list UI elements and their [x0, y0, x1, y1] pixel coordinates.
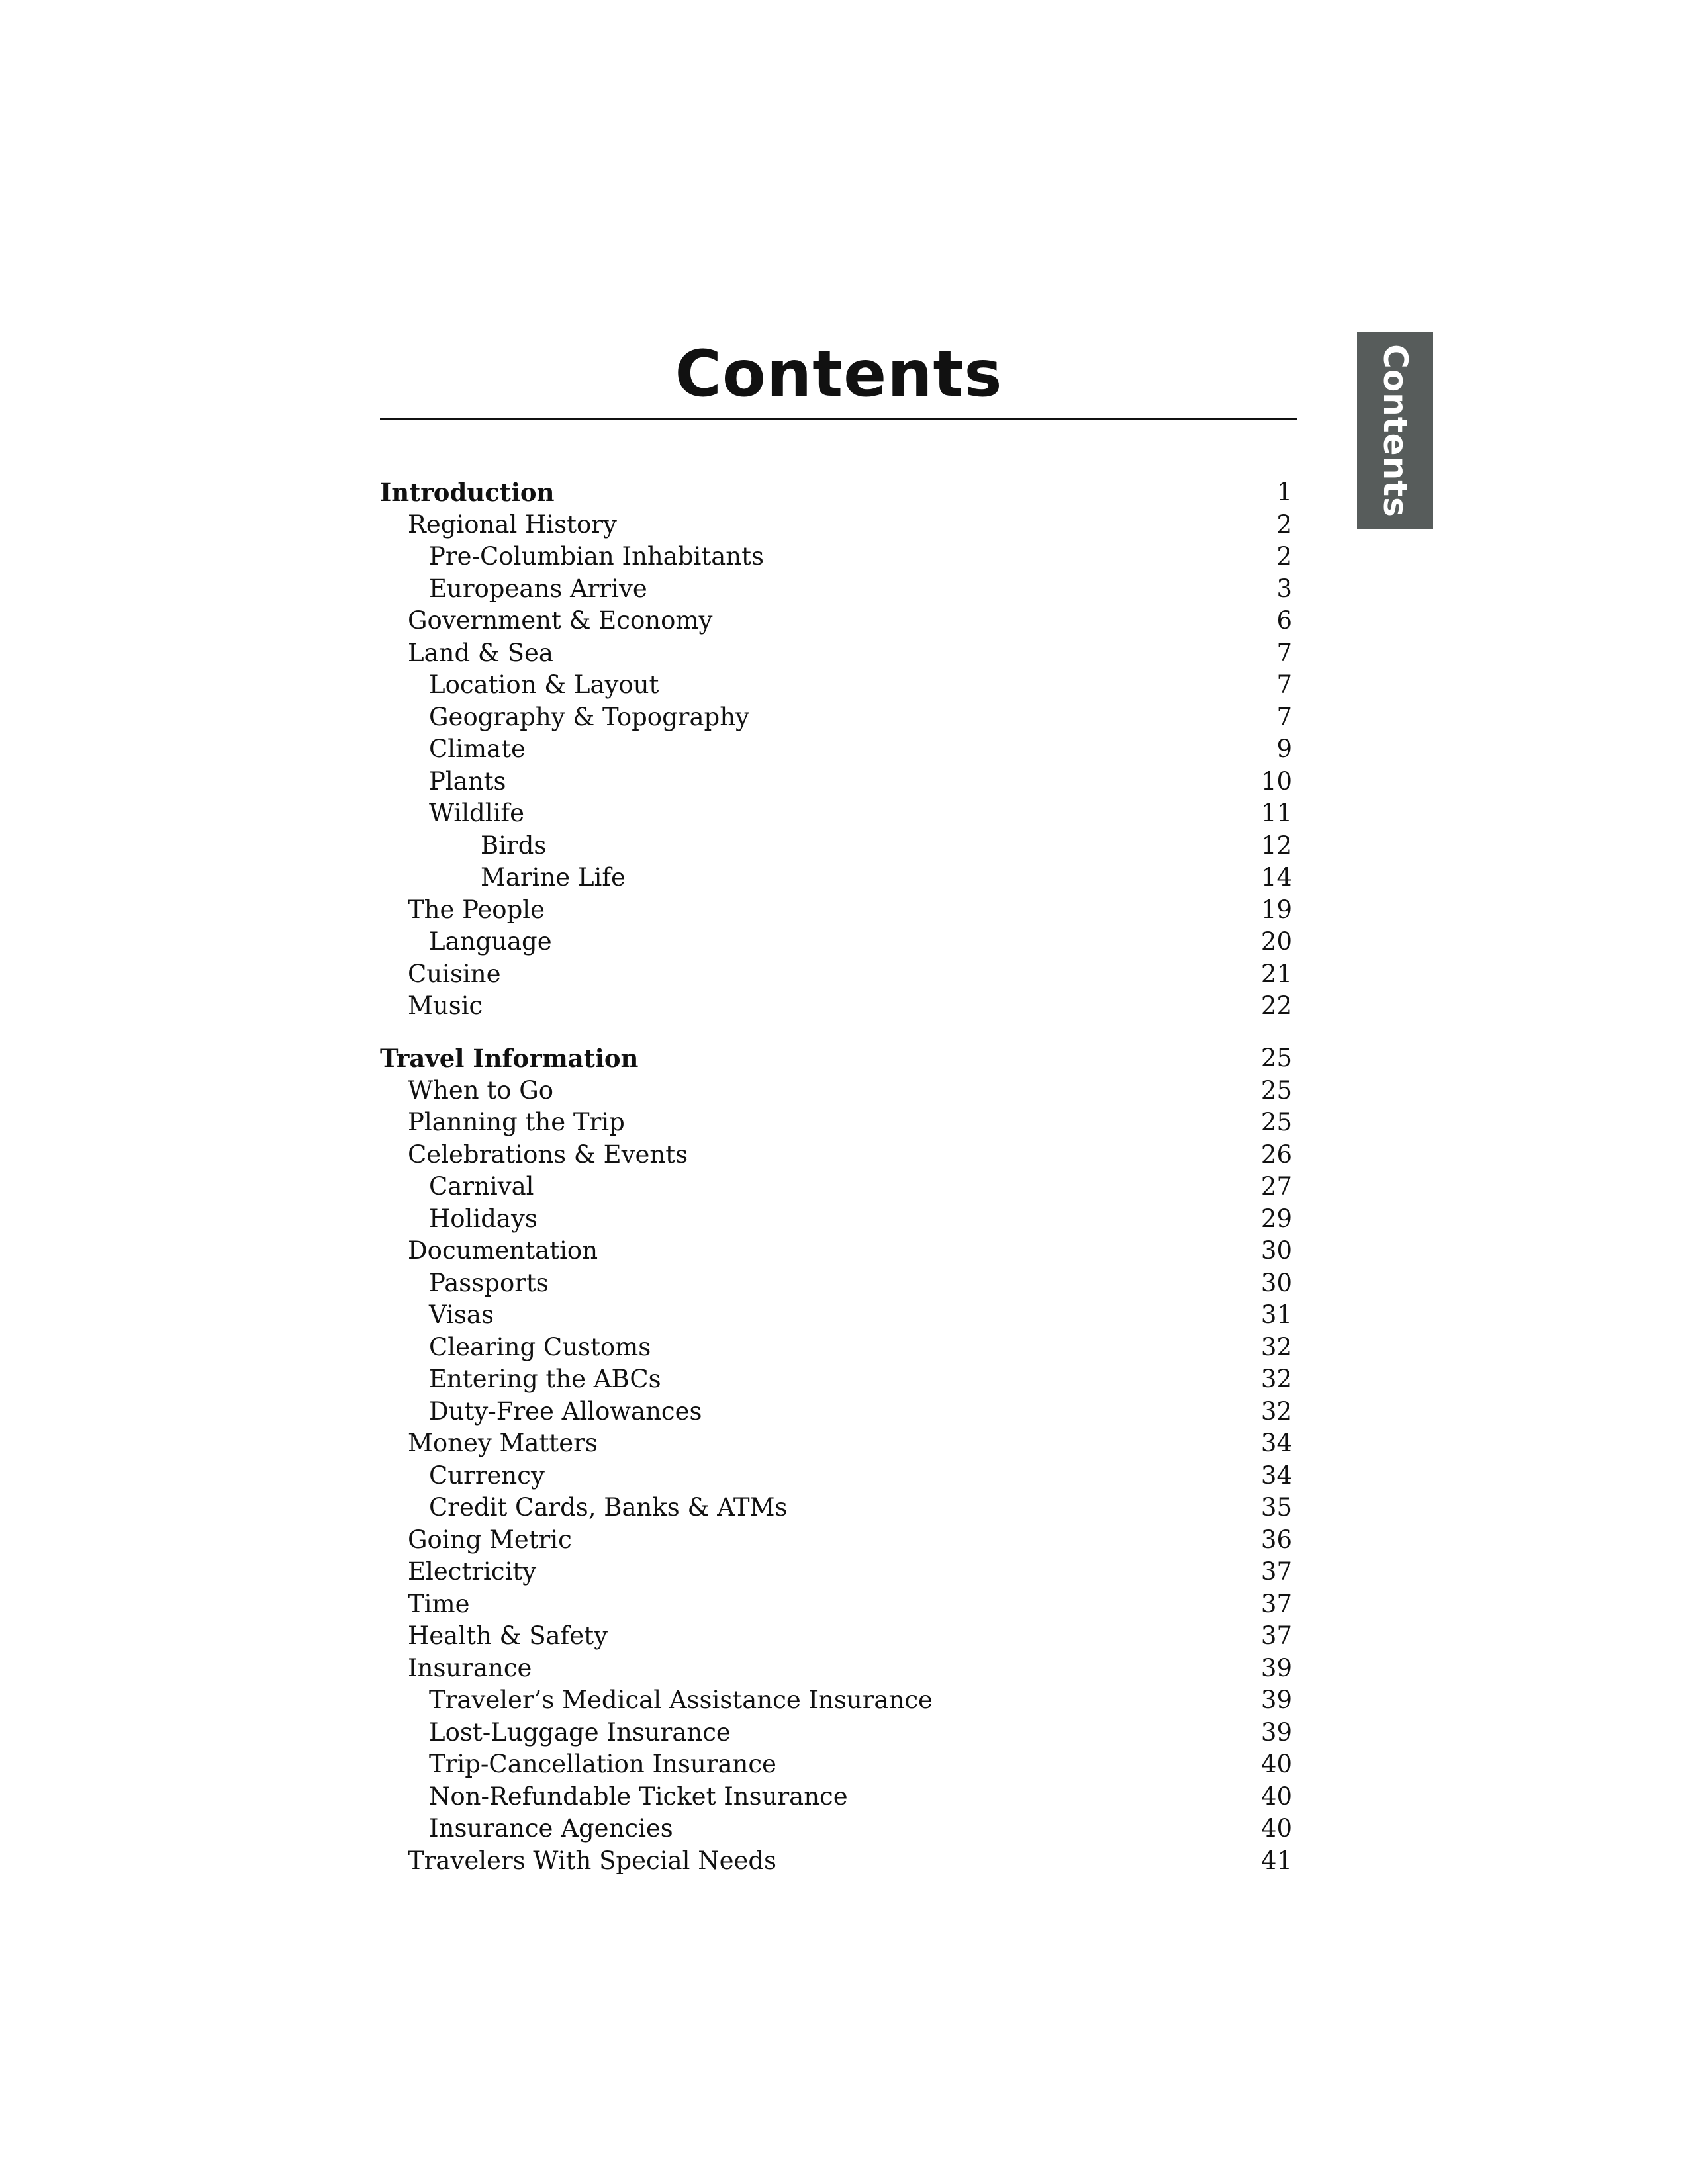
toc-entry-page: 40	[1260, 1782, 1292, 1811]
toc-entry-page: 9	[1276, 735, 1292, 764]
toc-entry-label: Regional History	[408, 510, 617, 539]
toc-entry-page: 6	[1276, 606, 1292, 635]
toc-entry	[380, 1075, 1297, 1107]
toc-entry	[380, 1203, 1297, 1236]
toc-entry	[380, 766, 1297, 798]
toc-entry-page: 3	[1276, 574, 1292, 603]
toc-entry-label: Electricity	[408, 1557, 537, 1586]
toc-entry-page: 39	[1260, 1717, 1292, 1747]
toc-entry	[380, 1653, 1297, 1685]
toc-entry-page: 21	[1260, 959, 1292, 988]
toc-entry-label: Going Metric	[408, 1525, 572, 1554]
toc-entry	[380, 1781, 1297, 1813]
toc-entry-page: 32	[1260, 1332, 1292, 1361]
toc-entry	[380, 1492, 1297, 1524]
toc-entry-page: 7	[1276, 638, 1292, 667]
toc-entry-label: Pre-Columbian Inhabitants	[429, 542, 764, 571]
toc-entry-label: When to Go	[408, 1075, 554, 1105]
toc-entry	[380, 1332, 1297, 1364]
toc-entry-label: Credit Cards, Banks & ATMs	[429, 1493, 788, 1522]
toc-entry	[380, 1299, 1297, 1332]
toc-entry-page: 2	[1276, 510, 1292, 539]
toc-entry	[380, 990, 1297, 1023]
toc-entry-page: 37	[1260, 1621, 1292, 1651]
toc-entry-page: 32	[1260, 1396, 1292, 1426]
toc-entry	[380, 1524, 1297, 1557]
toc-entry-page: 11	[1260, 799, 1292, 828]
toc-entry	[380, 1620, 1297, 1653]
toc-entry-page: 31	[1260, 1300, 1292, 1330]
toc-entry-label: Marine Life	[481, 863, 626, 892]
toc-entry-label: Insurance	[408, 1653, 532, 1682]
toc-entry-label: Celebrations & Events	[408, 1140, 688, 1169]
toc-entry	[380, 862, 1297, 894]
toc-entry-label: Currency	[429, 1461, 545, 1490]
toc-entry-label: Trip-Cancellation Insurance	[429, 1750, 776, 1779]
toc-entry-page: 12	[1260, 831, 1292, 860]
toc-entry-label: Travel Information	[380, 1044, 639, 1073]
page-title: Contents	[675, 337, 1003, 411]
toc-entry	[380, 830, 1297, 862]
toc-entry-label: Planning the Trip	[408, 1108, 625, 1137]
toc-entry-label: Birds	[481, 831, 547, 860]
side-tab-label: Contents	[1376, 344, 1415, 518]
toc-entry	[380, 1684, 1297, 1717]
toc-entry	[380, 702, 1297, 734]
toc-entry	[380, 1363, 1297, 1396]
toc-entry	[380, 1428, 1297, 1460]
toc-entry-label: Geography & Topography	[429, 702, 749, 731]
toc-entry-page: 7	[1276, 670, 1292, 700]
side-tab	[1357, 332, 1433, 529]
toc-entry-label: Holidays	[429, 1204, 538, 1233]
toc-entry-page: 27	[1260, 1172, 1292, 1201]
toc-entry-page: 2	[1276, 542, 1292, 571]
toc-entry-label: Introduction	[380, 478, 555, 508]
toc-entry	[380, 1749, 1297, 1781]
toc-entry-page: 32	[1260, 1365, 1292, 1394]
toc-entry	[380, 637, 1297, 670]
toc-entry-label: Music	[408, 991, 483, 1021]
toc-entry-page: 1	[1276, 478, 1292, 507]
toc-entry-page: 14	[1260, 863, 1292, 892]
toc-entry-page: 41	[1260, 1846, 1292, 1875]
toc-entry-page: 25	[1260, 1108, 1292, 1137]
toc-entry	[380, 797, 1297, 830]
toc-section-heading	[380, 477, 1297, 509]
toc-entry-label: Carnival	[429, 1172, 534, 1201]
toc-entry-label: Travelers With Special Needs	[408, 1846, 777, 1875]
toc-entry	[380, 1396, 1297, 1428]
toc-entry-page: 40	[1260, 1814, 1292, 1843]
toc-entry-page: 40	[1260, 1750, 1292, 1779]
toc-entry-label: The People	[408, 895, 545, 924]
toc-entry-label: Traveler’s Medical Assistance Insurance	[429, 1686, 933, 1715]
toc-entry	[380, 1460, 1297, 1492]
toc-entry-label: Government & Economy	[408, 606, 713, 635]
toc-entry	[380, 605, 1297, 637]
toc-entry-page: 26	[1260, 1140, 1292, 1169]
toc-entry-label: Health & Safety	[408, 1621, 608, 1651]
toc-entry-label: Climate	[429, 735, 526, 764]
toc-entry-label: Insurance Agencies	[429, 1814, 673, 1843]
toc-entry	[380, 1235, 1297, 1267]
toc-entry-label: Wildlife	[429, 799, 524, 828]
toc-entry	[380, 958, 1297, 991]
toc-entry	[380, 541, 1297, 573]
toc-entry-page: 20	[1260, 927, 1292, 956]
toc-entry-label: Money Matters	[408, 1429, 598, 1458]
toc-entry-page: 37	[1260, 1557, 1292, 1586]
toc-entry-page: 30	[1260, 1236, 1292, 1265]
toc-entry	[380, 1139, 1297, 1171]
toc-entry	[380, 926, 1297, 958]
toc-entry-page: 25	[1260, 1075, 1292, 1105]
toc-entry-page: 39	[1260, 1653, 1292, 1682]
toc-entry-label: Language	[429, 927, 552, 956]
toc-entry	[380, 1813, 1297, 1845]
toc-entry-page: 34	[1260, 1461, 1292, 1490]
toc-entry-label: Visas	[429, 1300, 494, 1330]
toc-entry-page: 30	[1260, 1268, 1292, 1297]
table-of-contents	[380, 0, 1297, 2184]
toc-entry-page: 10	[1260, 766, 1292, 796]
toc-entry-page: 39	[1260, 1686, 1292, 1715]
toc-entry	[380, 1588, 1297, 1621]
toc-entry	[380, 1717, 1297, 1749]
toc-entry-page: 35	[1260, 1493, 1292, 1522]
toc-entry-label: Time	[408, 1589, 470, 1618]
toc-entry-label: Documentation	[408, 1236, 598, 1265]
toc-entry-label: Clearing Customs	[429, 1332, 651, 1361]
toc-entry	[380, 1107, 1297, 1139]
toc-entry-label: Passports	[429, 1268, 549, 1297]
toc-entry-label: Land & Sea	[408, 638, 553, 667]
toc-entry-page: 36	[1260, 1525, 1292, 1554]
toc-entry	[380, 1556, 1297, 1588]
toc-entry-label: Location & Layout	[429, 670, 659, 700]
toc-entry	[380, 1171, 1297, 1203]
toc-entry-page: 29	[1260, 1204, 1292, 1233]
toc-entry-label: Entering the ABCs	[429, 1365, 661, 1394]
toc-entry-label: Duty-Free Allowances	[429, 1396, 702, 1426]
toc-entry-label: Non-Refundable Ticket Insurance	[429, 1782, 848, 1811]
toc-section-heading	[380, 1042, 1297, 1075]
toc-entry	[380, 733, 1297, 766]
toc-entry-page: 7	[1276, 702, 1292, 731]
toc-entry-page: 22	[1260, 991, 1292, 1021]
toc-entry	[380, 1267, 1297, 1300]
toc-entry	[380, 1845, 1297, 1878]
toc-entry-page: 34	[1260, 1429, 1292, 1458]
toc-entry-label: Europeans Arrive	[429, 574, 647, 603]
toc-entry-label: Plants	[429, 766, 506, 796]
toc-entry-page: 19	[1260, 895, 1292, 924]
toc-entry	[380, 573, 1297, 606]
toc-entry-page: 25	[1260, 1044, 1292, 1073]
toc-entry-label: Cuisine	[408, 959, 501, 988]
toc-entry-page: 37	[1260, 1589, 1292, 1618]
toc-entry	[380, 509, 1297, 541]
toc-entry-label: Lost-Luggage Insurance	[429, 1717, 731, 1747]
toc-entry	[380, 894, 1297, 927]
toc-entry	[380, 669, 1297, 702]
